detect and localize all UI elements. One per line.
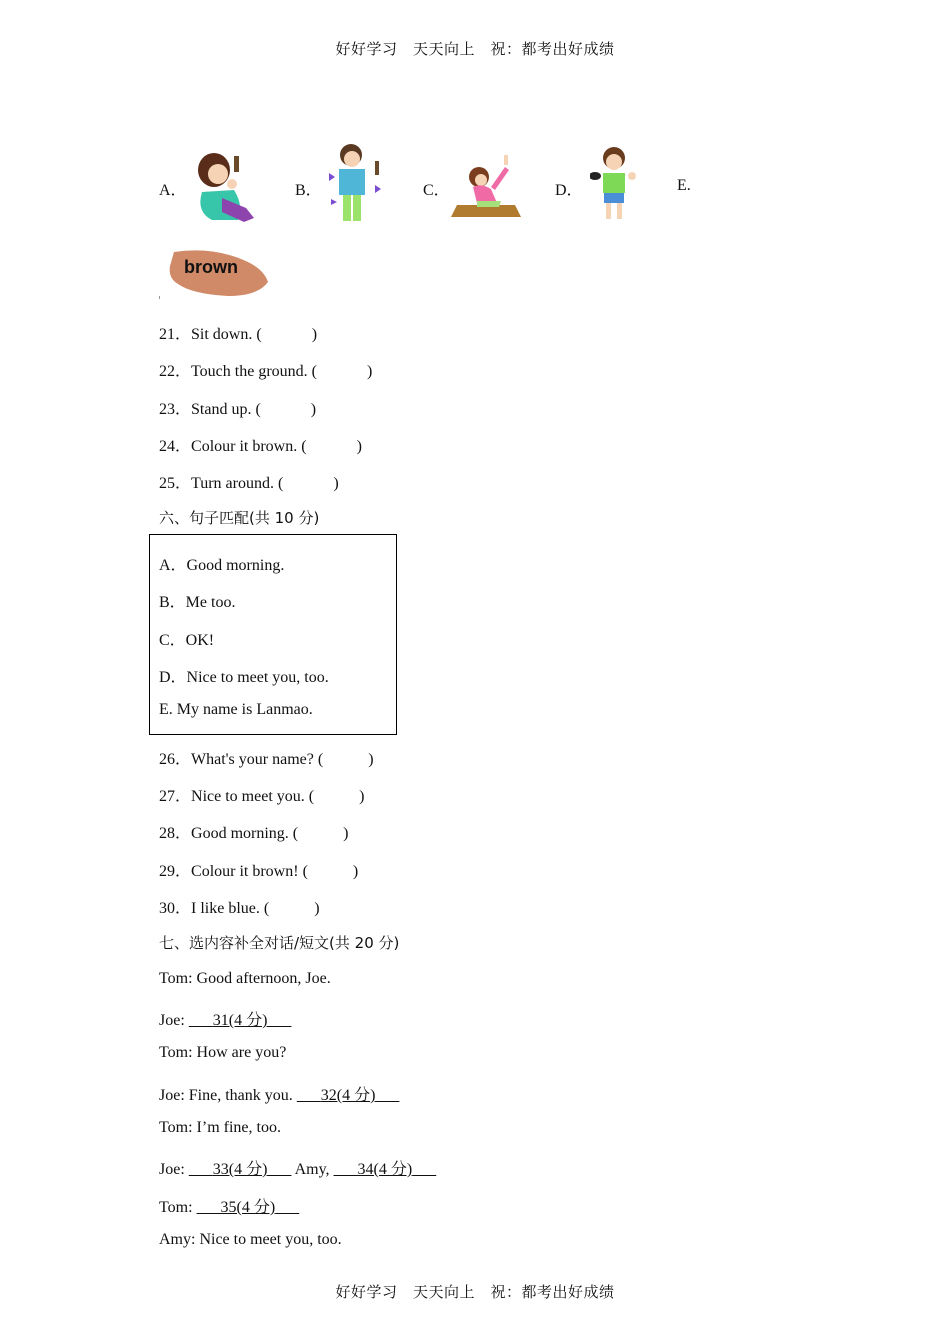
- option-e: E. My name is Lanmao.: [159, 701, 313, 718]
- option-b: B．Me too.: [159, 594, 236, 611]
- blank-34[interactable]: 34(4 分): [357, 1161, 413, 1178]
- question-22: 22．Touch the ground. ( ): [159, 363, 373, 380]
- blank-32[interactable]: 32(4 分): [320, 1087, 376, 1104]
- question-25: 25．Turn around. ( ): [159, 475, 339, 492]
- question-29: 29．Colour it brown! ( ): [159, 863, 359, 880]
- dialogue-line-2: Joe: 31(4 分): [159, 1007, 291, 1030]
- option-d: D．Nice to meet you, too.: [159, 669, 329, 686]
- boy-standing-image: [590, 146, 638, 226]
- blank-31[interactable]: 31(4 分): [212, 1012, 268, 1029]
- option-label-d: D．: [555, 182, 583, 199]
- option-label-b: B．: [295, 182, 322, 199]
- boy-turning-around-image: [325, 143, 383, 229]
- question-26: 26．What's your name? ( ): [159, 751, 374, 768]
- dialogue-line-8: Amy: Nice to meet you, too.: [159, 1231, 342, 1248]
- question-28: 28．Good morning. ( ): [159, 825, 349, 842]
- blank-33[interactable]: 33(4 分): [212, 1161, 268, 1178]
- question-24: 24．Colour it brown. ( ): [159, 438, 362, 455]
- option-label-e: E.: [677, 177, 691, 194]
- dialogue-line-5: Tom: I’m fine, too.: [159, 1119, 281, 1136]
- section-7-title: 七、选内容补全对话/短文(共 20 分): [159, 934, 400, 952]
- dialogue-line-6: Joe: 33(4 分) Amy, 34(4 分): [159, 1156, 436, 1179]
- blank-35[interactable]: 35(4 分): [220, 1199, 276, 1216]
- page-footer: 好好学习 天天向上 祝：都考出好成绩: [335, 1283, 615, 1301]
- option-c: C．OK!: [159, 632, 215, 649]
- question-27: 27．Nice to meet you. ( ): [159, 788, 365, 805]
- option-a: A．Good morning.: [159, 557, 285, 574]
- brown-word: brown: [184, 257, 238, 277]
- girl-touching-ground-image: [451, 153, 521, 219]
- dialogue-line-4: Joe: Fine, thank you. 32(4 分): [159, 1082, 399, 1105]
- dialogue-line-1: Tom: Good afternoon, Joe.: [159, 970, 331, 987]
- option-label-c: C．: [423, 182, 450, 199]
- section-6-title: 六、句子匹配(共 10 分): [159, 509, 320, 527]
- question-21: 21．Sit down. ( ): [159, 326, 318, 343]
- question-30: 30．I like blue. ( ): [159, 900, 320, 917]
- question-23: 23．Stand up. ( ): [159, 401, 317, 418]
- dialogue-line-7: Tom: 35(4 分): [159, 1194, 299, 1217]
- dialogue-line-3: Tom: How are you?: [159, 1044, 287, 1061]
- page-header: 好好学习 天天向上 祝：都考出好成绩: [335, 40, 615, 58]
- girl-sitting-image: [188, 148, 262, 224]
- brown-colour-swatch: [158, 244, 270, 300]
- option-label-a: A．: [159, 182, 187, 199]
